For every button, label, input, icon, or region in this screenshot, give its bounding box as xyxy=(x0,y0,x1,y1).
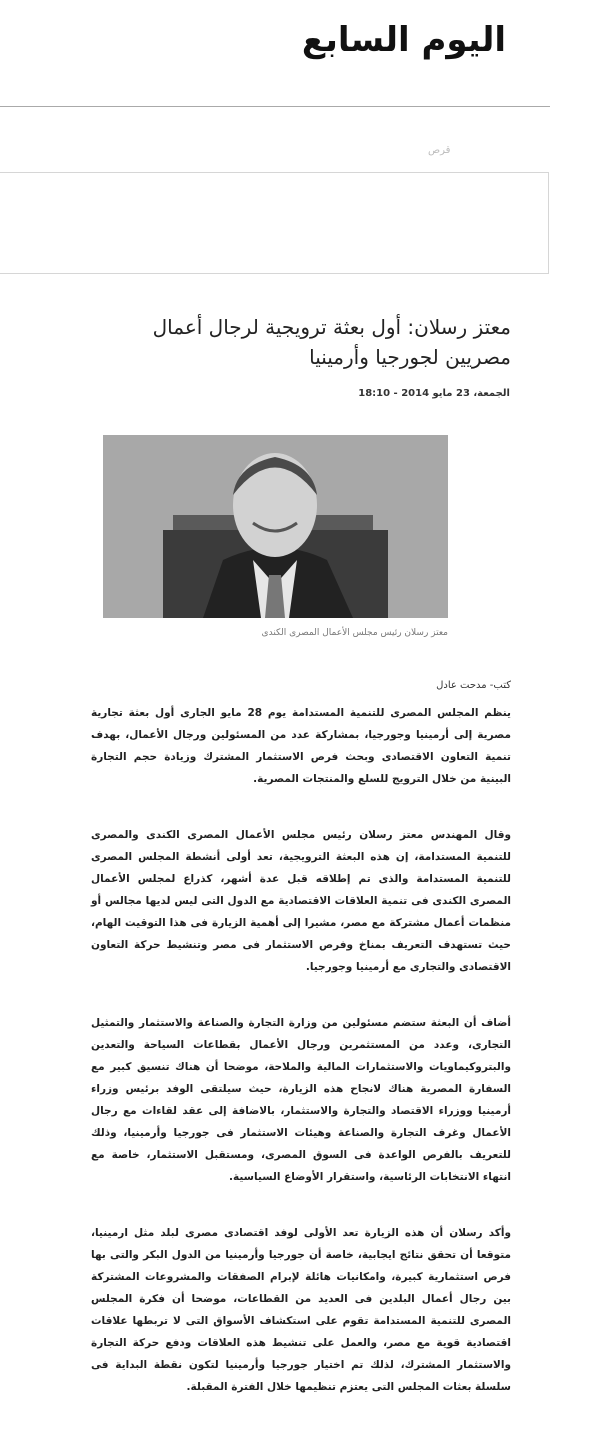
nav-hint-text: قرص xyxy=(428,145,451,156)
site-logo[interactable]: اليوم السابع xyxy=(301,20,506,60)
article-paragraph: ينظم المجلس المصرى للتنمية المستدامة يوم 28 مايو الجارى أول بعثة تجارية مصرية إلى أرمينيا وجورجيا، بمشاركة عدد من المسئولين ورجال الأعمال، بهدف تنمية التعاون الاقتصادى وبحث فرص الاستثمار المشترك وزيادة حجم التجارة البينية من خلال الترويج للسلع والمنتجات المصرية. xyxy=(91,707,511,785)
ad-placeholder xyxy=(0,172,549,274)
article-title: معتز رسلان: أول بعثة ترويجية لرجال أعمال مصريين لجورجيا وأرمينيا xyxy=(152,315,511,369)
photo-caption: معتز رسلان رئيس مجلس الأعمال المصرى الكندى xyxy=(261,628,448,638)
article-body xyxy=(91,702,511,1432)
article-paragraph: وقال المهندس معتز رسلان رئيس مجلس الأعمال المصرى الكندى والمصرى للتنمية المستدامة، إن هذه البعثة الترويجية، تعد أولى أنشطة المجلس المصرى للتنمية المستدامة والذى تم إطلاقه قبل عدة أشهر، كذراع لمجلس الأعمال المصرى الكندى فى تنمية العلاقات الاقتصادية مع الدول التى ليس لديها مجالس أو منظمات أعمال مشتركة مع مصر، مشيرا إلى أهمية الزيارة فى هذا التوقيت الهام، حيث تستهدف التعريف بمناخ وفرص الاستثمار فى مصر وتنشيط حركة التعاون الاقتصادى والتجارى مع أرمينيا وجورجيا. xyxy=(91,829,511,973)
top-divider xyxy=(0,106,550,107)
article-paragraph: أضاف أن البعثة ستضم مسئولين من وزارة التجارة والصناعة والاستثمار والتمثيل التجارى، وعدد من المستثمرين ورجال الأعمال بقطاعات السياحة والتعدين والبتروكيماويات والاستثمارات المالية والملاحة، موضحا أن هناك تنسيق كبير مع السفارة المصرية هناك لانجاح هذه الزيارة، حيث سيلتقى الوفد برئيس وزراء أرمينيا ووزراء الاقتصاد والتجارة والاستثمار، بالاضافة إلى عقد لقاءات مع رجال الأعمال وغرف التجارة والصناعة وهيئات الاستثمار فى جورجيا وأرمينيا، وذلك للتعريف بالفرص الواعدة فى السوق المصرى، ومستقبل الاستثمار، خاصة مع انتهاء الانتخابات الرئاسية، واستقرار الأوضاع السياسية. xyxy=(91,1017,511,1183)
article-photo xyxy=(103,435,448,618)
article-paragraph: وأكد رسلان أن هذه الزيارة تعد الأولى لوفد اقتصادى مصرى لبلد مثل ارمينيا، متوقعا أن تحقق نتائج ايجابية، خاصة أن جورجيا وأرمينيا من الدول البكر والتى بها فرص استثمارية كبيرة، وامكانيات هائلة لإبرام الصفقات والمشروعات المشتركة بين رجال أعمال البلدين فى العديد من القطاعات، موضحا أن فكرة المجلس المصرى للتنمية المستدامة تقوم على استكشاف الأسواق التى لا تربطها علاقات اقتصادية قوية مع مصر، والعمل على تنشيط هذه العلاقات ودفع حركة التجارة والاستثمار المشترك، لذلك تم اختيار جورجيا وأرمينيا لتكون نقطة البداية فى سلسلة بعثات المجلس التى يعتزم تنظيمها خلال الفترة المقبلة. xyxy=(91,1227,511,1393)
article-date: الجمعة، 23 مايو 2014 - 18:10 xyxy=(358,388,510,399)
author-byline: كتب- مدحت عادل xyxy=(436,680,511,691)
